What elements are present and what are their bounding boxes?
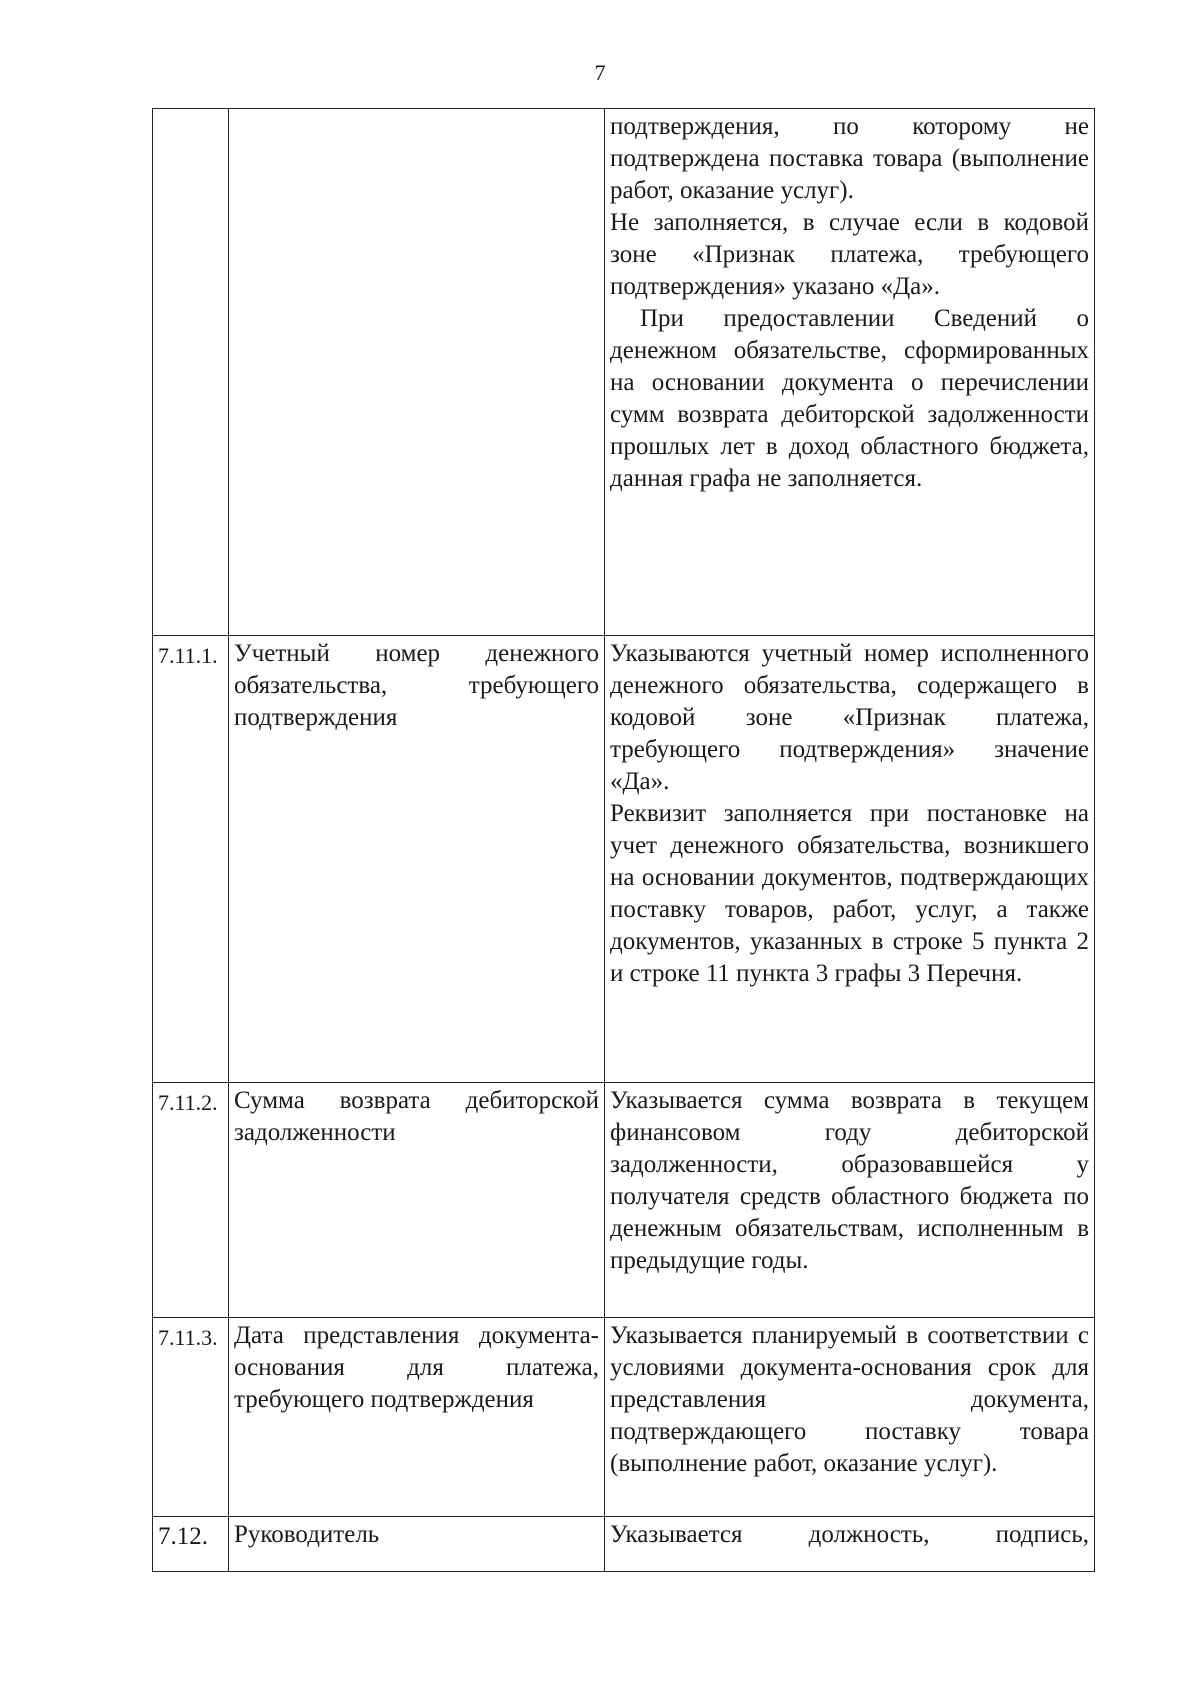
table-row: [153, 109, 1095, 636]
description-paragraph: подтверждения, по которому не подтверждена поставка товара (выполнение работ, оказание услуг).: [610, 113, 1089, 204]
row-number-cell: 7.11.1.: [153, 636, 229, 1083]
table-row: [153, 1083, 1095, 1318]
requisite-name: Учетный номер денежного обязательства, требующего подтверждения: [234, 640, 599, 731]
table-row: [153, 1517, 1095, 1572]
requisite-name-cell: [229, 109, 605, 636]
requisite-description-cell: [605, 1083, 1095, 1318]
description-paragraph: Не заполняется, в случае если в кодовой зоне «Признак платежа, требующего подтверждения» указано «Да».: [610, 209, 1089, 300]
requisite-name-cell: [229, 1318, 605, 1517]
row-number-cell: [153, 109, 229, 636]
requisite-name-cell: [229, 1083, 605, 1318]
requisite-description-cell: [605, 1318, 1095, 1517]
requisite-name: Сумма возврата дебиторской задолженности: [234, 1087, 599, 1146]
requisite-name-cell: [229, 636, 605, 1083]
requisites-table: [152, 108, 1095, 1572]
row-number-cell: 7.12.: [153, 1517, 229, 1572]
table-row: [153, 1318, 1095, 1517]
requisite-description-cell: [605, 636, 1095, 1083]
row-number-cell: 7.11.2.: [153, 1083, 229, 1318]
table-row: [153, 636, 1095, 1083]
row-number-cell: 7.11.3.: [153, 1318, 229, 1517]
description-paragraph: Указывается планируемый в соответствии с условиями документа-основания срок для представления документа, подтверждающего поставку товара (выполнение работ, оказание услуг).: [610, 1322, 1089, 1477]
requisite-description-cell: [605, 109, 1095, 636]
requisite-description-cell: [605, 1517, 1095, 1572]
page-number: 7: [594, 60, 606, 85]
description-paragraph: Указывается сумма возврата в текущем финансовом году дебиторской задолженности, образовавшейся у получателя средств областного бюджета по денежным обязательствам, исполненным в предыдущие годы.: [610, 1087, 1089, 1274]
description-paragraph: Реквизит заполняется при постановке на учет денежного обязательства, возникшего на основании документов, подтверждающих поставку товаров, работ, услуг, а также документов, указанных в строке 5 пункта 2 и строке 11 пункта 3 графы 3 Перечня.: [610, 800, 1089, 987]
description-paragraph: Указываются учетный номер исполненного денежного обязательства, содержащего в кодовой зоне «Признак платежа, требующего подтверждения» значение «Да».: [610, 640, 1089, 795]
requisite-name: Руководитель: [234, 1521, 380, 1548]
description-paragraph: При предоставлении Сведений о денежном обязательстве, сформированных на основании документа о перечислении сумм возврата дебиторской задолженности прошлых лет в доход областного бюджета, данная графа не заполняется.: [610, 305, 1089, 492]
requisite-name-cell: [229, 1517, 605, 1572]
requisite-name: Дата представления документа-основания для платежа, требующего подтверждения: [234, 1322, 599, 1413]
description-paragraph: Указывается должность, подпись,: [610, 1521, 1089, 1548]
